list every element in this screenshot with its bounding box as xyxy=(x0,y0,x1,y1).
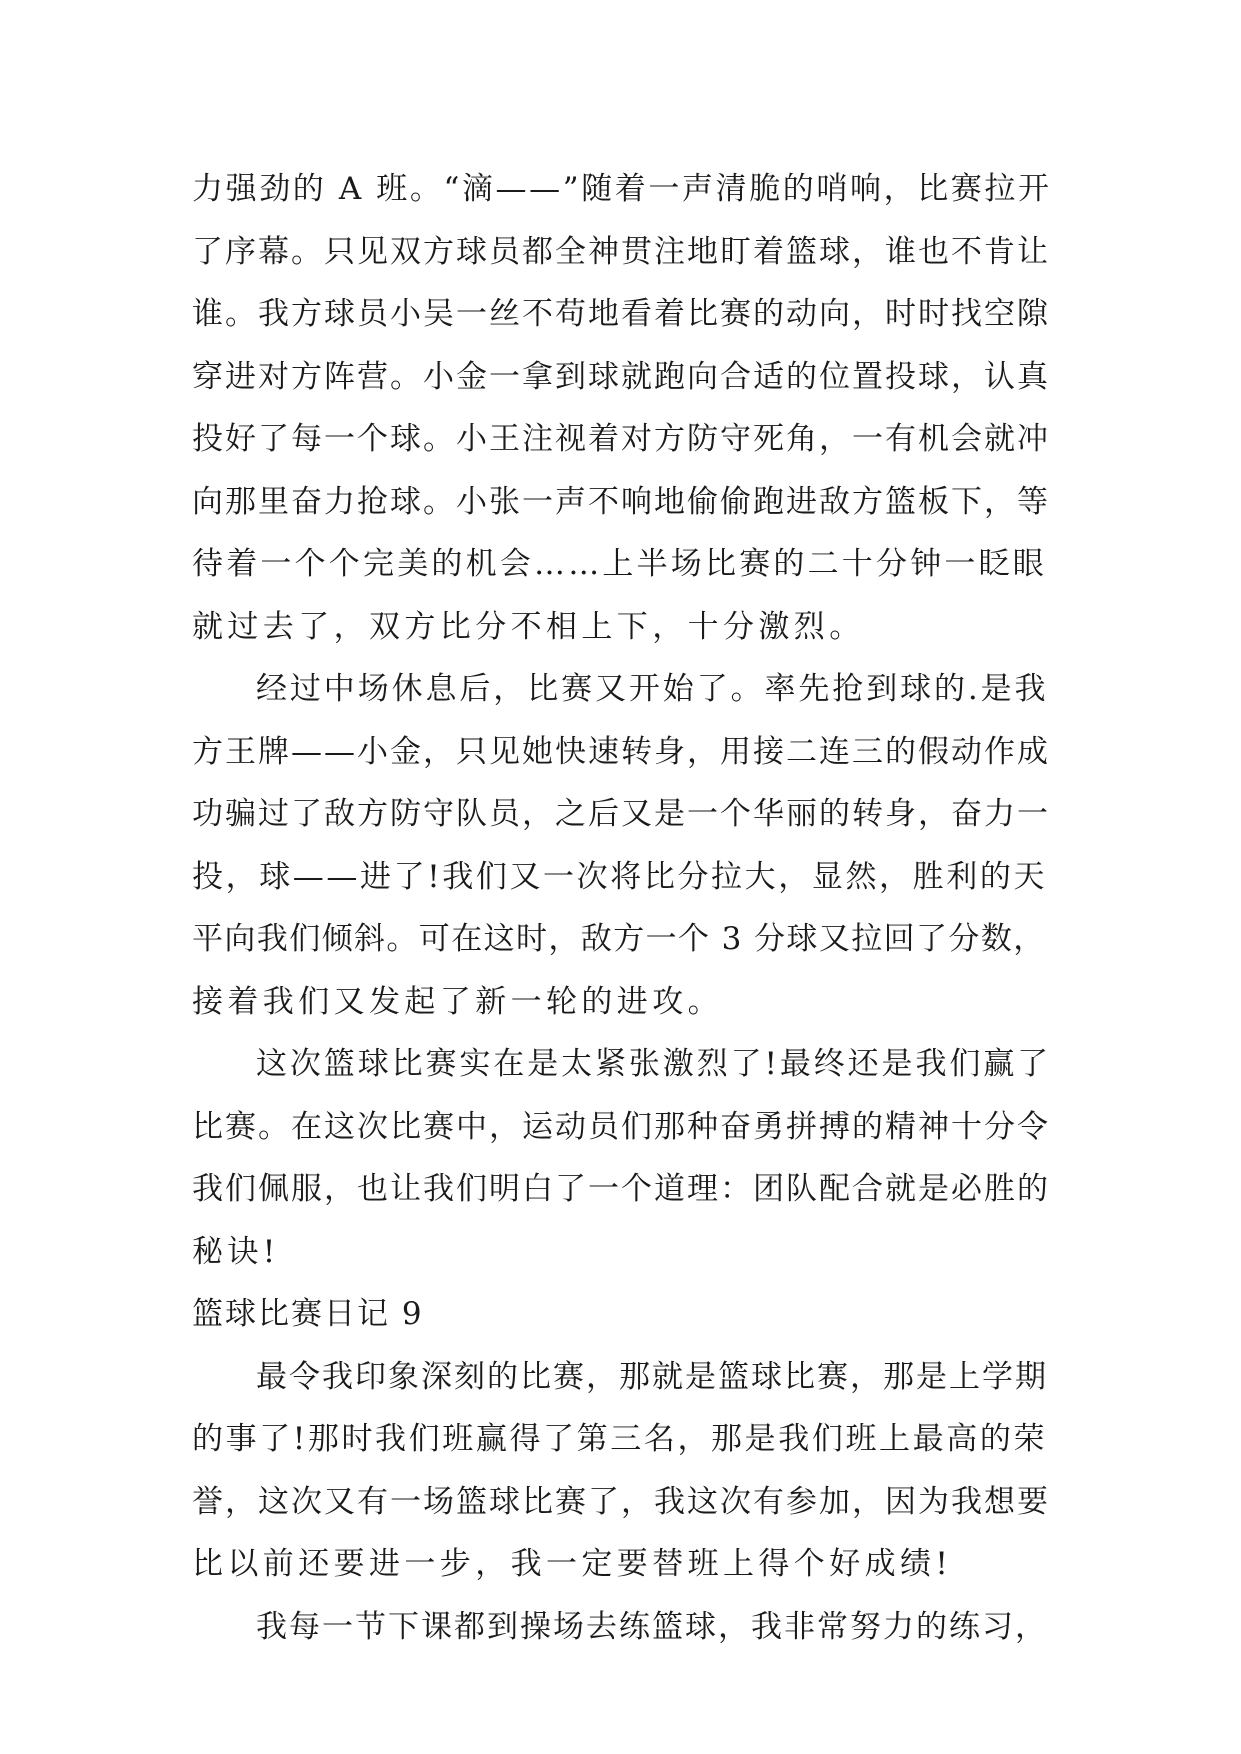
text-line: 投，球——进了!我们又一次将比分拉大，显然，胜利的天 xyxy=(192,858,1048,895)
text-line: 最令我印象深刻的比赛，那就是篮球比赛，那是上学期 xyxy=(256,1358,1048,1395)
text-line: 的事了!那时我们班赢得了第三名，那是我们班上最高的荣 xyxy=(192,1421,1048,1457)
text-line: 比赛。在这次比赛中，运动员们那种奋勇拼搏的精神十分令 xyxy=(192,1108,1050,1145)
text-line: 谁。我方球员小吴一丝不苟地看着比赛的动向，时时找空隙 xyxy=(192,296,1050,332)
text-line: 方王牌——小金，只见她快速转身，用接二连三的假动作成 xyxy=(192,733,1050,770)
text-line: 平向我们倾斜。可在这时，敌方一个 3 分球又拉回了分数， xyxy=(192,921,1046,957)
section-heading: 篮球比赛日记 9 xyxy=(192,1296,424,1332)
text-line: 比以前还要进一步，我一定要替班上得个好成绩! xyxy=(192,1546,953,1582)
text-line: 力强劲的 A 班。“滴——”随着一声清脆的哨响，比赛拉开 xyxy=(192,171,1052,207)
text-line: 就过去了，双方比分不相上下，十分激烈。 xyxy=(192,608,865,645)
text-line: 功骗过了敌方防守队员，之后又是一个华丽的转身，奋力一 xyxy=(192,796,1050,832)
text-line: 接着我们又发起了新一轮的进攻。 xyxy=(192,983,723,1020)
text-line: 待着一个个完美的机会……上半场比赛的二十分钟一眨眼 xyxy=(192,546,1047,582)
text-line: 我每一节下课都到操场去练篮球，我非常努力的练习， xyxy=(256,1608,1048,1645)
text-line: 了序幕。只见双方球员都全神贯注地盯着篮球，谁也不肯让 xyxy=(192,233,1050,270)
document-body xyxy=(192,158,1052,1658)
text-line: 向那里奋力抢球。小张一声不响地偷偷跑进敌方篮板下，等 xyxy=(192,483,1050,520)
text-line: 誉，这次又有一场篮球比赛了，我这次有参加，因为我想要 xyxy=(192,1483,1050,1520)
text-line: 穿进对方阵营。小金一拿到球就跑向合适的位置投球，认真 xyxy=(192,358,1050,395)
text-line: 秘诀! xyxy=(192,1233,280,1270)
text-line: 经过中场休息后，比赛又开始了。率先抢到球的.是我 xyxy=(256,671,1049,707)
text-line: 这次篮球比赛实在是太紧张激烈了!最终还是我们赢了 xyxy=(256,1046,1052,1082)
text-line: 投好了每一个球。小王注视着对方防守死角，一有机会就冲 xyxy=(192,421,1050,457)
text-line: 我们佩服，也让我们明白了一个道理：团队配合就是必胜的 xyxy=(192,1171,1050,1207)
